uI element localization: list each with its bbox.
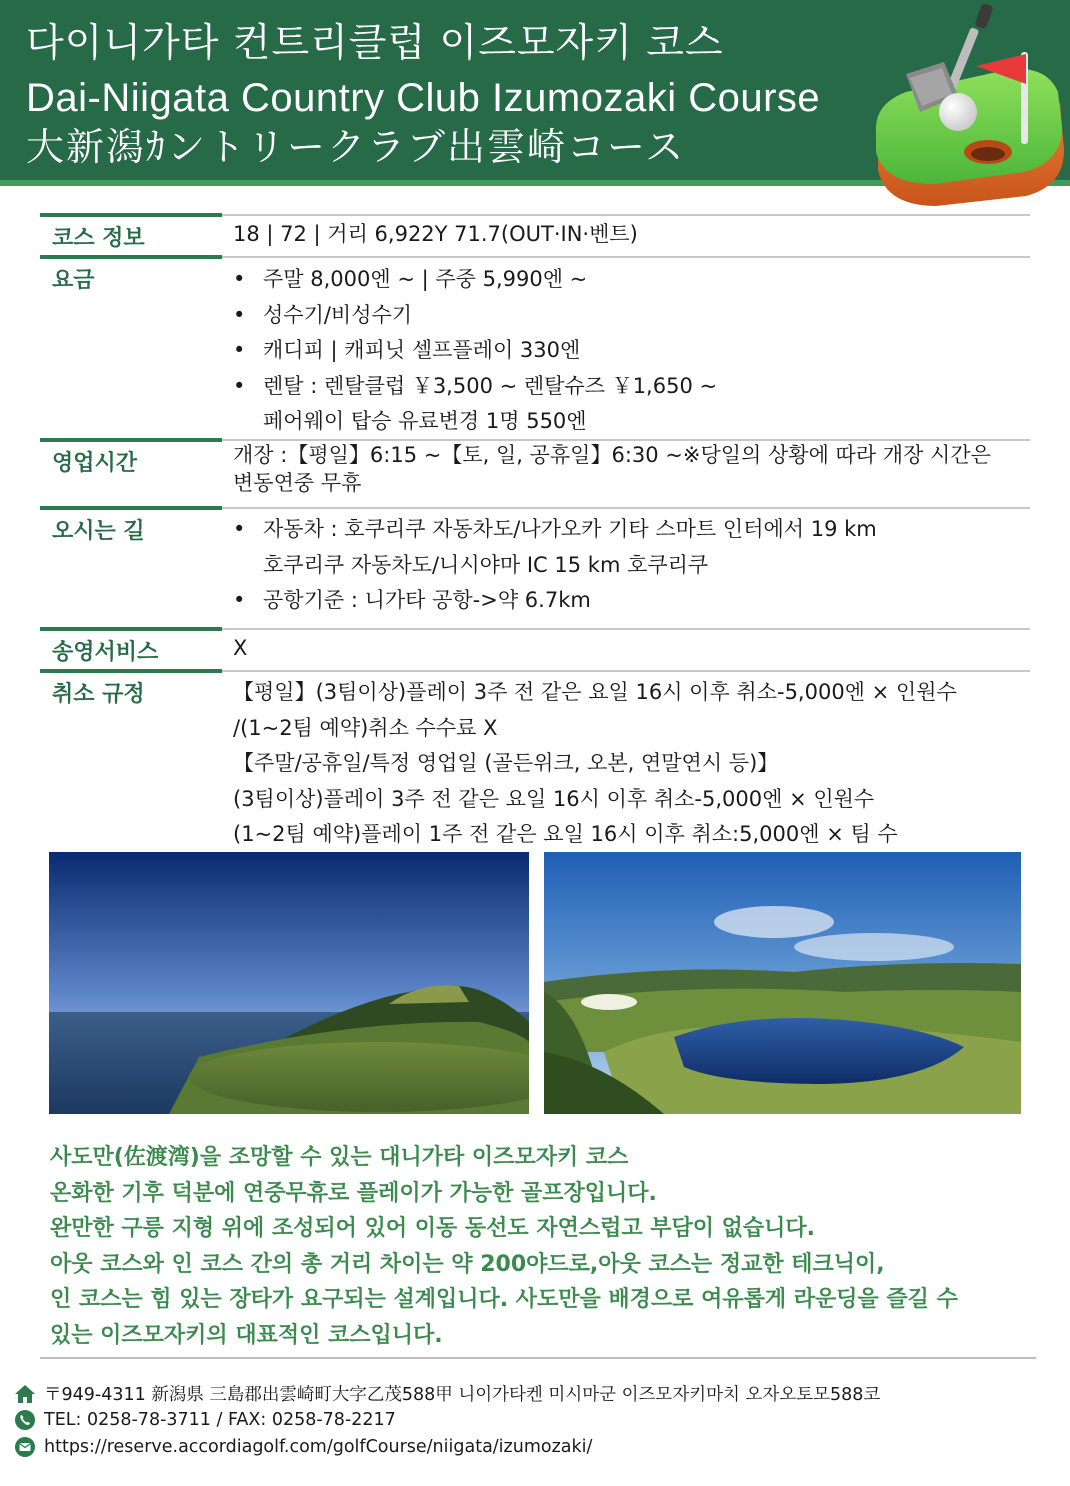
course-photo-pond-view xyxy=(544,852,1021,1114)
policy-line: (1~2팀 예약)플레이 1주 전 같은 요일 16시 이후 취소:5,000엔 × 팀 수 xyxy=(233,822,898,846)
access-label: 오시는 길 xyxy=(52,519,145,544)
description-line: 있는 이즈모자키의 대표적인 코스입니다. xyxy=(50,1322,443,1348)
course-photo-sea-view xyxy=(49,852,529,1114)
phone-icon xyxy=(14,1409,36,1431)
policy-line: (3팀이상)플레이 3주 전 같은 요일 16시 이후 취소-5,000엔 × 인원수 xyxy=(233,786,875,811)
list-item: • 주말 8,000엔 ~ | 주중 5,990엔 ~ xyxy=(233,267,588,291)
policy-line: 【평일】(3팀이상)플레이 3주 전 같은 요일 16시 이후 취소-5,000엔 × 인원수 xyxy=(233,680,957,704)
footer-divider xyxy=(40,1357,1036,1359)
title-japanese: 大新潟ｶントリークラブ出雲崎コース xyxy=(26,125,686,169)
description-line: 온화한 기후 덕분에 연중무휴로 플레이가 가능한 골프장입니다. xyxy=(50,1180,657,1206)
policy-line: /(1~2팀 예약)취소 수수료 X xyxy=(233,715,498,740)
list-item: • 렌탈 : 렌탈클럽 ￥3,500 ~ 렌탈슈즈 ￥1,650 ~ xyxy=(233,373,718,398)
description-line: 아웃 코스와 인 코스 간의 총 거리 차이는 약 200야드로,아웃 코스는 정교한 테크닉이, xyxy=(50,1251,885,1277)
footer-phone xyxy=(14,1409,396,1431)
website-link[interactable]: https://reserve.accordiagolf.com/golfCourse/niigata/izumozaki/ xyxy=(44,1437,593,1457)
hours-line: 개장 :【평일】6:15 ~【토, 일, 공휴일】6:30 ~※당일의 상황에 따라 개장 시간은 xyxy=(233,443,991,467)
hours-value xyxy=(233,441,991,497)
description-line: 사도만(佐渡湾)을 조망할 수 있는 대니가타 이즈모자키 코스 xyxy=(50,1145,629,1170)
title-korean: 다이니가타 컨트리클럽 이즈모자키 코스 xyxy=(26,21,724,66)
policy-line: 【주말/공휴일/특정 영업일 (골든위크, 오본, 연말연시 등)】 xyxy=(233,751,779,775)
row-divider xyxy=(40,670,1030,672)
access-list xyxy=(233,512,877,619)
list-item: • 공항기준 : 니가타 공항->약 6.7km xyxy=(233,588,591,612)
golf-club-ball-flag-icon xyxy=(866,0,1066,212)
row-divider xyxy=(40,214,1030,216)
description-line: 인 코스는 힘 있는 장타가 요구되는 설계입니다. 사도만을 배경으로 여유롭게 라운딩을 즐길 수 xyxy=(50,1287,958,1312)
list-item: • 자동차 : 호쿠리쿠 자동차도/나가오카 기타 스마트 인터에서 19 km xyxy=(233,517,877,541)
phone-text: TEL: 0258-78-3711 / FAX: 0258-78-2217 xyxy=(44,1410,396,1430)
cancel-label: 취소 규정 xyxy=(52,682,145,707)
list-item: • 성수기/비성수기 xyxy=(233,302,413,327)
course-info-value: 18 | 72 | 거리 6,922Y 71.7(OUT·IN·벤트) xyxy=(233,222,638,246)
row-divider xyxy=(40,256,1030,258)
description-line: 완만한 구릉 지형 위에 조성되어 있어 이동 동선도 자연스럽고 부담이 없습니다. xyxy=(50,1216,816,1241)
course-info-label: 코스 정보 xyxy=(52,226,145,251)
title-english: Dai-Niigata Country Club Izumozaki Course xyxy=(26,76,821,120)
footer-website xyxy=(14,1436,592,1458)
shuttle-label: 송영서비스 xyxy=(52,640,159,665)
row-divider xyxy=(40,507,1030,509)
course-description xyxy=(50,1140,1040,1353)
list-item: 페어웨이 탑승 유료변경 1명 550엔 xyxy=(263,409,587,433)
footer-address xyxy=(14,1381,880,1406)
shuttle-value: X xyxy=(233,636,248,660)
list-item: 호쿠리쿠 자동차도/니시야마 IC 15 km 호쿠리쿠 xyxy=(263,552,709,577)
fee-list xyxy=(233,262,717,440)
list-item: • 캐디피 | 캐피닛 셀프플레이 330엔 xyxy=(233,338,581,362)
address-text: 〒949-4311 新潟県 三島郡出雲崎町大字乙茂588甲 니이가타켄 미시마군 이즈모자키마치 오자오토모588코 xyxy=(44,1385,881,1405)
cancel-policy xyxy=(233,675,957,853)
row-divider xyxy=(40,628,1030,630)
home-icon xyxy=(14,1383,36,1405)
hours-label: 영업시간 xyxy=(52,451,138,476)
fee-label: 요금 xyxy=(52,268,95,293)
hours-line: 변동연중 무휴 xyxy=(233,471,362,495)
mail-icon xyxy=(14,1436,36,1458)
